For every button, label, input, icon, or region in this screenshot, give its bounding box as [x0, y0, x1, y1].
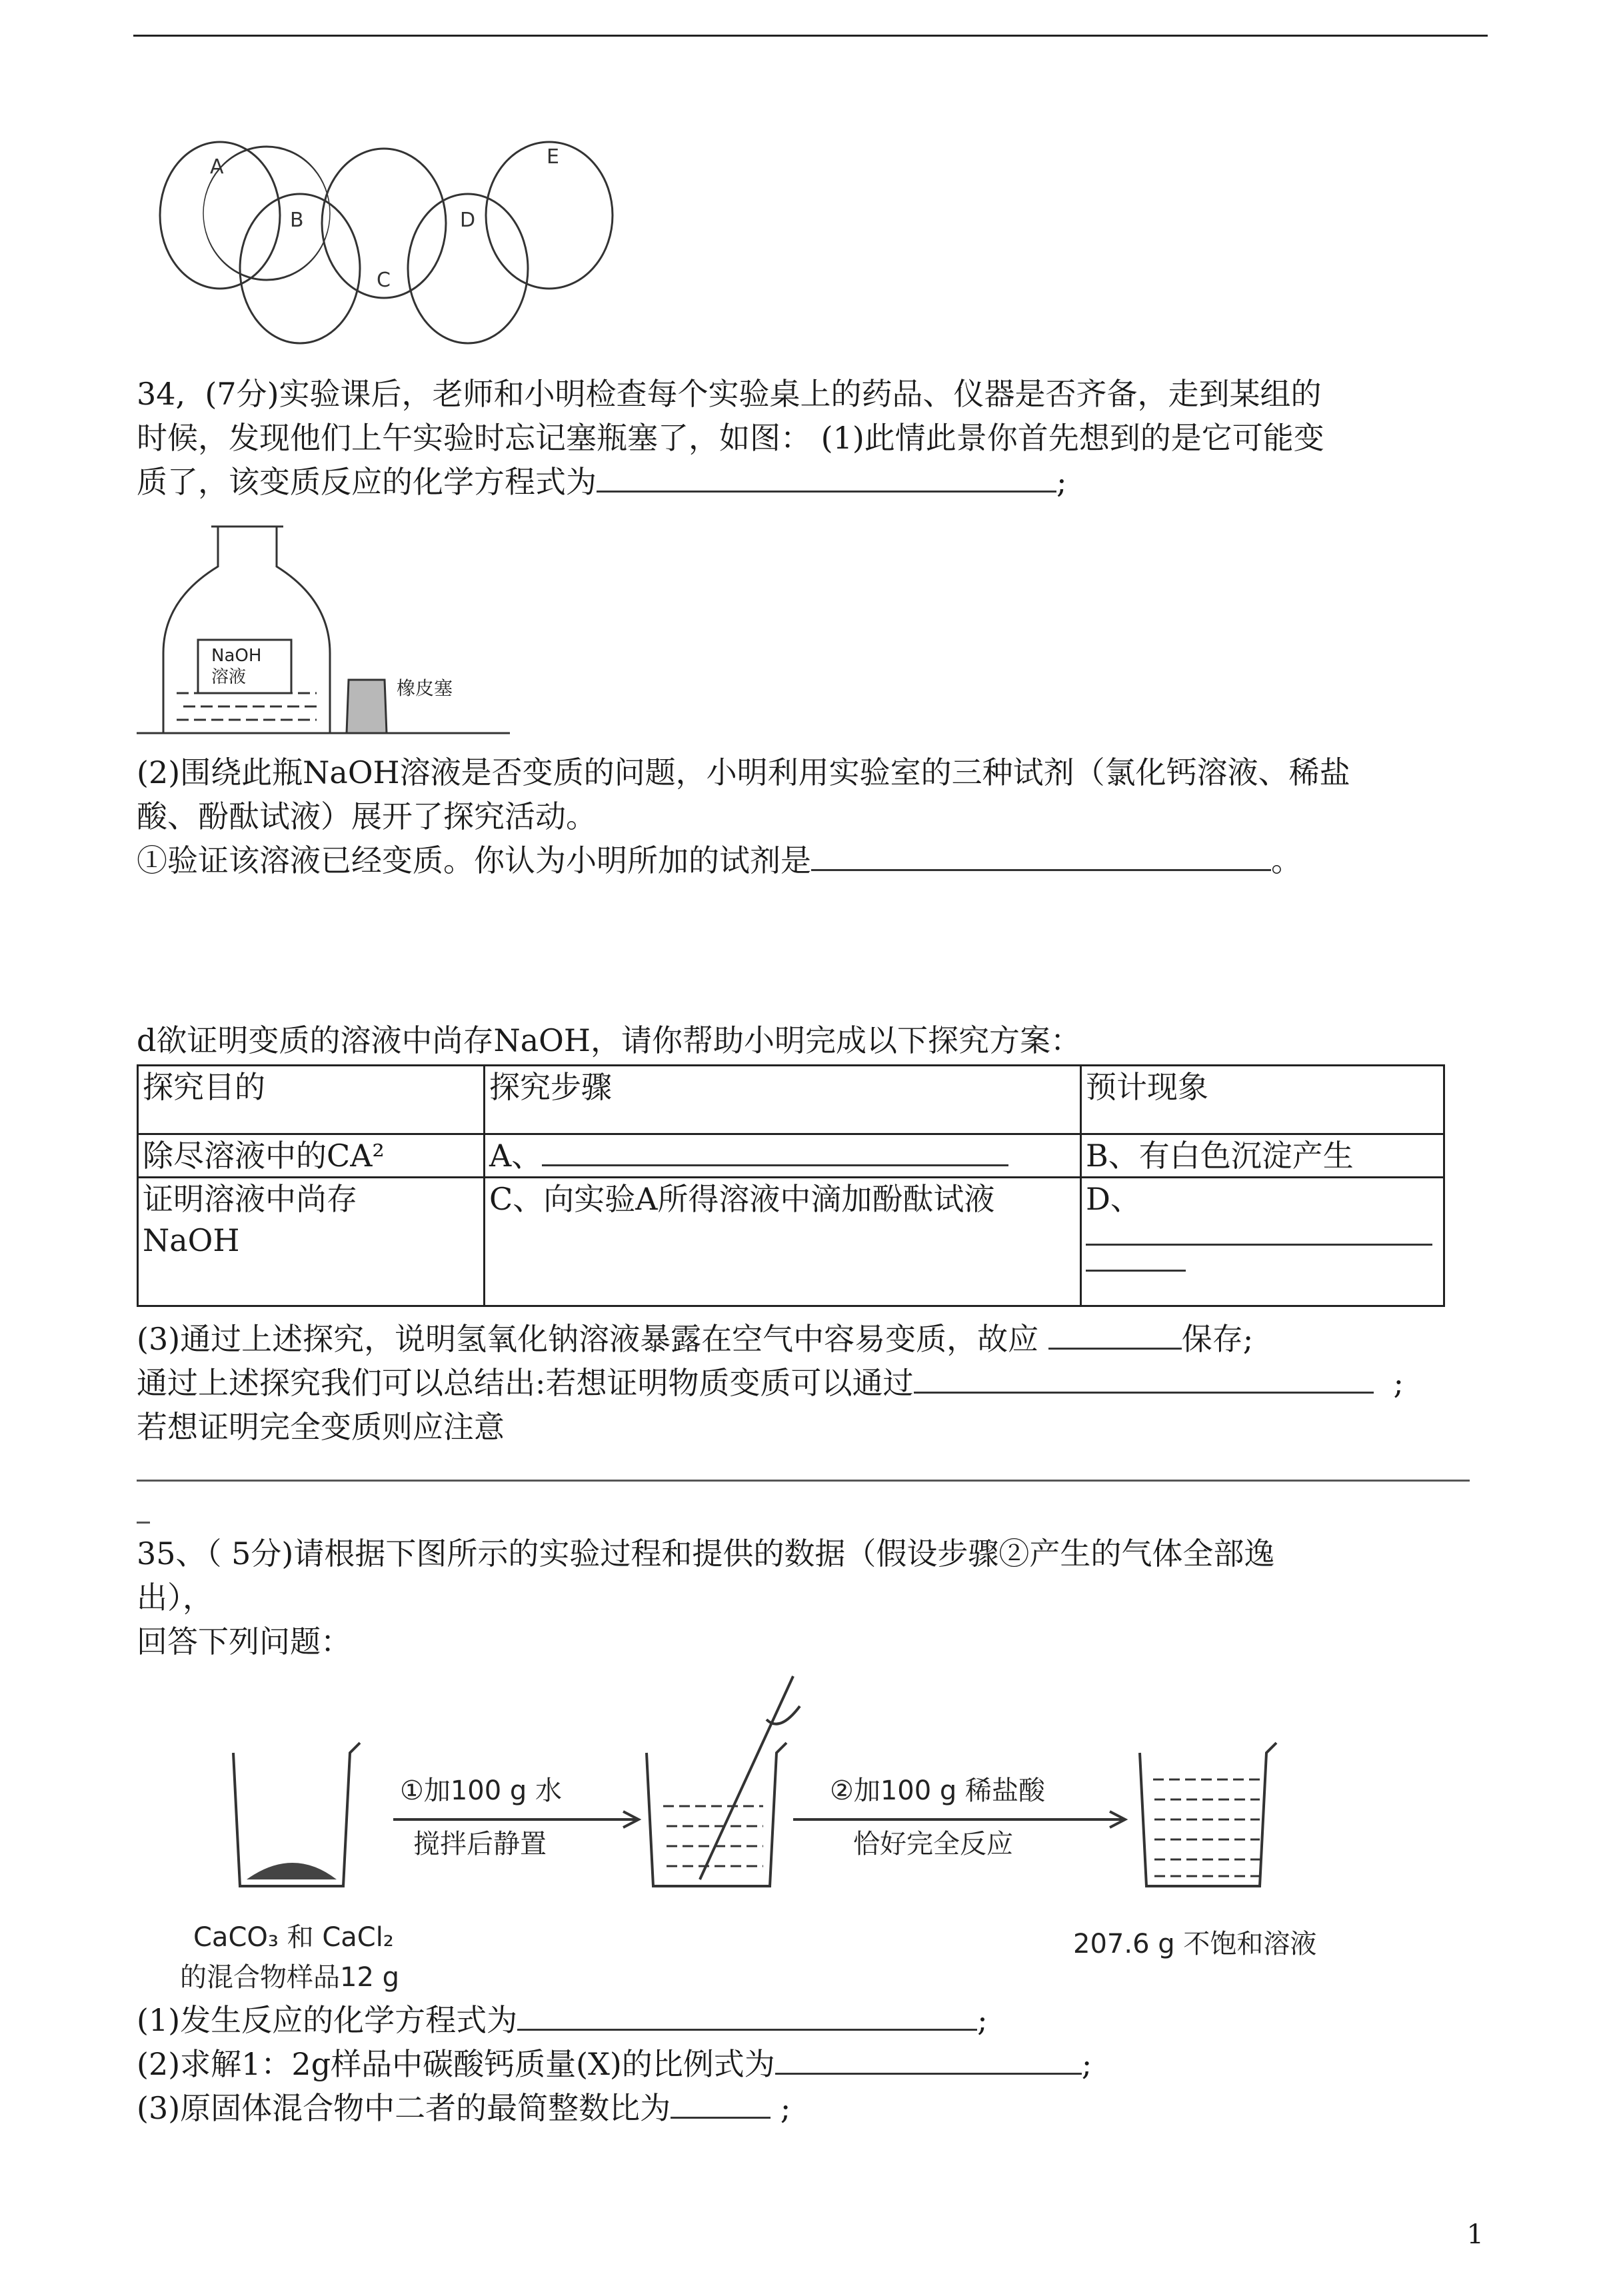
table-cell-step-1: [485, 1134, 1081, 1178]
table-header-phenomenon: 预计现象: [1081, 1066, 1444, 1134]
table-cell-phenomenon-2-label: D、: [1086, 1181, 1141, 1217]
q34-p2-line2: 酸、酚酞试液）展开了探究活动。: [137, 798, 597, 834]
q34-line3: [137, 461, 1067, 503]
beaker-2: [647, 1743, 787, 1886]
q34-p3-line2-suffix: ;: [1393, 1365, 1404, 1401]
q34-p2-line3-prefix: ①验证该溶液已经变质。你认为小明所加的试剂是: [137, 842, 811, 878]
q34-line2: 时候，发现他们上午实验时忘记塞瓶塞了，如图： (1)此情此景你首先想到的是它可能变: [137, 420, 1324, 456]
q34-p3-line3: 若想证明完全变质则应注意: [137, 1409, 505, 1445]
answer-blank-reaction-equation[interactable]: [517, 2002, 977, 2031]
q35-line1: 35、（ 5分)请根据下图所示的实验过程和提供的数据（假设步骤②产生的气体全部逸: [137, 1536, 1275, 1572]
answer-blank-prove-method[interactable]: [914, 1365, 1374, 1394]
q34-p2-line3-suffix: 。: [1271, 842, 1302, 878]
answer-blank-reagent[interactable]: [811, 842, 1271, 871]
bottle-label-text-2: 溶液: [211, 667, 247, 687]
experiment-process-figure: [180, 1666, 1366, 1999]
solid-sample-icon: [247, 1863, 337, 1879]
stir-rod: [700, 1676, 793, 1879]
table-cell-phenomenon-1: B、有白色沉淀产生: [1081, 1134, 1444, 1178]
q35-answer-2-suffix: ;: [1081, 2046, 1092, 2082]
q34-p3-line1-prefix: (3)通过上述探究，说明氢氧化钠溶液暴露在空气中容易变质，故应: [137, 1321, 1048, 1357]
result-label: 207.6 g 不饱和溶液: [1073, 1929, 1317, 1959]
circle-label-a: A: [210, 155, 224, 179]
q34-p3-line2: [137, 1362, 1404, 1404]
step2-bottom-label: 恰好完全反应: [853, 1829, 1013, 1859]
table-cell-phenomenon-2: [1081, 1178, 1444, 1306]
q34-p2-line1: (2)围绕此瓶NaOH溶液是否变质的问题，小明利用实验室的三种试剂（氯化钙溶液、稀盐: [137, 754, 1350, 790]
table-cell-purpose-2a: 证明溶液中尚存: [143, 1181, 357, 1217]
bottle-label-text-1: NaOH: [211, 646, 262, 666]
q35-answer-1: [137, 1999, 988, 2041]
circle-label-d: D: [460, 209, 476, 232]
answer-blank-ratio[interactable]: [671, 2090, 771, 2119]
rubber-stopper-icon: [347, 680, 387, 733]
q35-answer-3-suffix: ;: [771, 2090, 791, 2126]
table-cell-purpose-1: 除尽溶液中的CA²: [138, 1134, 485, 1178]
q34-p2-line3: [137, 840, 1302, 881]
table-header-purpose: 探究目的: [138, 1066, 485, 1134]
beaker-3: [1140, 1743, 1276, 1886]
table-cell-step-1-label: A、: [489, 1138, 543, 1174]
q35-line2: 出），: [137, 1580, 213, 1616]
q35-answer-3-prefix: (3)原固体混合物中二者的最简整数比为: [137, 2090, 671, 2126]
answer-blank-proportion[interactable]: [775, 2046, 1082, 2075]
stopper-label: 橡皮塞: [397, 677, 453, 699]
bottle-outline: [163, 527, 330, 733]
sample-label-2: 的混合物样品12 g: [180, 1962, 400, 1993]
circle-label-c: C: [377, 269, 391, 292]
table-row: [138, 1178, 1444, 1306]
table-row: [138, 1134, 1444, 1178]
table-cell-purpose-2b: NaOH: [143, 1222, 240, 1258]
step2-top-label: ②加100 g 稀盐酸: [830, 1775, 1046, 1806]
answer-blank-full-line[interactable]: [137, 1480, 1470, 1482]
answer-blank-storage[interactable]: [1048, 1321, 1182, 1350]
circle-label-e: E: [547, 145, 559, 169]
q35-answer-3: [137, 2087, 791, 2129]
q35-answer-1-suffix: ;: [977, 2002, 988, 2038]
step1-bottom-label: 搅拌后静置: [413, 1829, 547, 1859]
q34-line3-prefix: 质了，该变质反应的化学方程式为: [137, 464, 597, 500]
q35-answer-2: [137, 2043, 1092, 2085]
table-header-row: [138, 1066, 1444, 1134]
page-number: 1: [1466, 2219, 1484, 2250]
circles-diagram: [147, 133, 627, 347]
sample-label-1: CaCO₃ 和 CaCl₂: [193, 1922, 394, 1953]
top-rule: [133, 35, 1488, 37]
table-header-steps: 探究步骤: [485, 1066, 1081, 1134]
circle-label-b: B: [290, 209, 304, 232]
q35-answer-2-prefix: (2)求解1：2g样品中碳酸钙质量(X)的比例式为: [137, 2046, 775, 2082]
q34-p3-line1: [137, 1318, 1253, 1360]
table-cell-purpose-2: [138, 1178, 485, 1306]
naoh-bottle-figure: [137, 520, 510, 740]
q34-line1: 34, (7分)实验课后，老师和小明检查每个实验桌上的药品、仪器是否齐备，走到某组的: [137, 376, 1322, 412]
step1-top-label: ①加100 g 水: [400, 1775, 563, 1806]
answer-blank-phenomenon-d1[interactable]: [1086, 1220, 1432, 1246]
table-cell-step-2: C、向实验A所得溶液中滴加酚酞试液: [485, 1178, 1081, 1306]
answer-blank-equation[interactable]: [597, 464, 1056, 493]
answer-blank-short-line: [137, 1522, 150, 1524]
q35-line3: 回答下列问题：: [137, 1624, 351, 1660]
q34-line3-suffix: ;: [1056, 464, 1067, 500]
q35-answer-1-prefix: (1)发生反应的化学方程式为: [137, 2002, 518, 2038]
plan-table: [137, 1064, 1445, 1307]
q34-p3-line1-suffix: 保存;: [1181, 1321, 1254, 1357]
answer-blank-phenomenon-d2[interactable]: [1086, 1246, 1186, 1272]
q34-p3-line2-prefix: 通过上述探究我们可以总结出:若想证明物质变质可以通过: [137, 1365, 914, 1401]
q34-d-line: d欲证明变质的溶液中尚存NaOH，请你帮助小明完成以下探究方案：: [137, 1022, 1081, 1058]
answer-blank-step-a[interactable]: [542, 1140, 1008, 1166]
